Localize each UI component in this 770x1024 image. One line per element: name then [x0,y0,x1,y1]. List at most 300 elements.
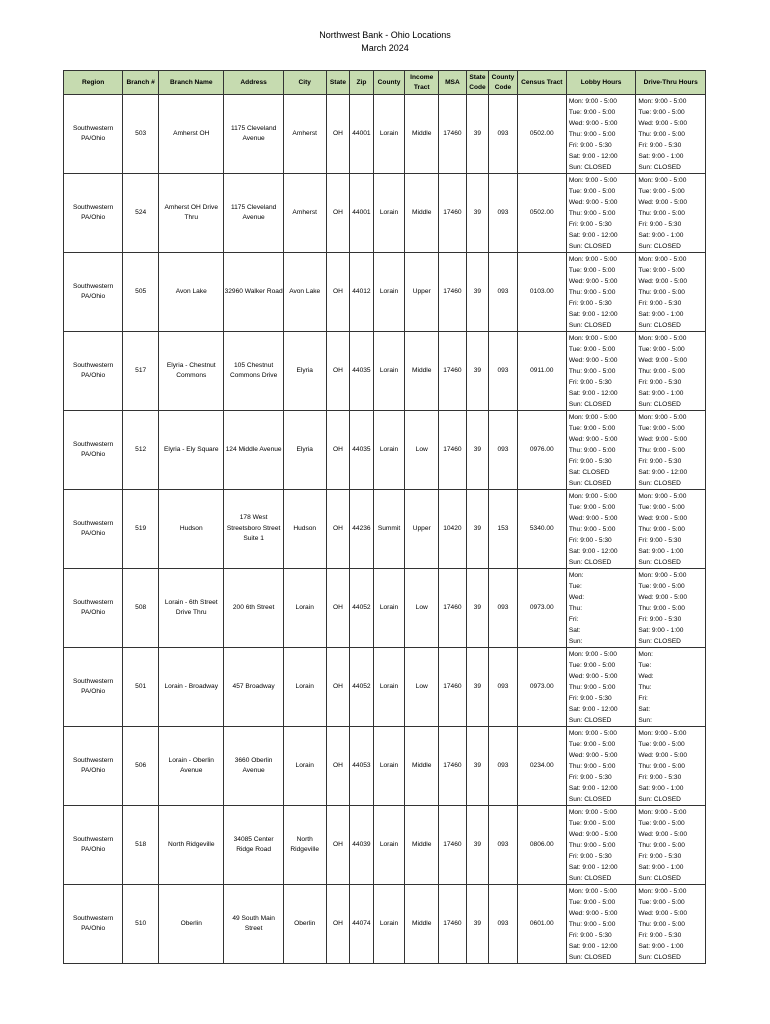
branch-number-cell: 524 [123,174,159,253]
hours-line: Thu: 9:00 - 5:00 [638,131,685,138]
state-code-cell: 39 [466,174,488,253]
lobby-hours-cell [566,332,636,411]
hours-line: Sun: CLOSED [638,322,681,329]
msa-cell: 17460 [439,95,467,174]
hours-line: Wed: 9:00 - 5:00 [638,436,687,443]
column-header: Drive-Thru Hours [636,71,706,95]
drive-thru-hours-cell [636,490,706,569]
column-header: City [283,71,326,95]
hours-line: Fri: [568,616,579,623]
hours-line: Sat: 9:00 - 12:00 [568,311,618,318]
hours-line: Sat: 9:00 - 12:00 [568,706,618,713]
city-cell: Oberlin [283,885,326,964]
branch-name-cell: Hudson [159,490,224,569]
hours-line: Sun: CLOSED [568,164,612,171]
hours-line: Sun: CLOSED [568,717,612,724]
drive-thru-hours-cell [636,727,706,806]
hours-line: Thu: [568,605,583,612]
zip-cell: 44052 [350,569,374,648]
hours-line: Sun: CLOSED [638,401,681,408]
column-header: Region [64,71,123,95]
hours-line: Fri: 9:00 - 5:30 [568,300,612,307]
msa-cell: 17460 [439,411,467,490]
table-body [64,95,706,964]
hours-line: Wed: 9:00 - 5:00 [568,752,618,759]
city-cell: Avon Lake [283,253,326,332]
state-cell: OH [326,253,350,332]
income-tract-cell: Upper [405,490,439,569]
hours-line: Sat: 9:00 - 1:00 [638,311,684,318]
hours-line: Thu: 9:00 - 5:00 [568,842,616,849]
hours-line: Sat: 9:00 - 12:00 [568,153,618,160]
hours-line: Wed: 9:00 - 5:00 [568,436,618,443]
state-code-cell: 39 [466,253,488,332]
hours-line: Mon: 9:00 - 5:00 [638,98,687,105]
income-tract-cell: Low [405,648,439,727]
hours-line: Wed: 9:00 - 5:00 [638,910,687,917]
hours-line: Sun: CLOSED [568,559,612,566]
county-code-cell: 093 [489,806,518,885]
county-code-cell: 093 [489,174,518,253]
city-cell: Lorain [283,727,326,806]
county-cell: Lorain [373,806,405,885]
hours-line: Sat: 9:00 - 1:00 [638,785,684,792]
city-cell: Elyria [283,332,326,411]
table-row [64,411,706,490]
hours-line: Sun: CLOSED [568,875,612,882]
hours-line: Tue: 9:00 - 5:00 [638,583,685,590]
hours-line: Sun: CLOSED [638,954,681,961]
hours-line: Tue: 9:00 - 5:00 [568,346,616,353]
hours-line: Mon: 9:00 - 5:00 [568,256,617,263]
hours-line: Sun: CLOSED [568,401,612,408]
hours-line: Fri: 9:00 - 5:30 [638,616,682,623]
state-cell: OH [326,806,350,885]
hours-line: Mon: 9:00 - 5:00 [568,335,617,342]
msa-cell: 17460 [439,885,467,964]
branch-name-cell: Amherst OH Drive Thru [159,174,224,253]
hours-line: Tue: [568,583,582,590]
table-row [64,174,706,253]
column-header: Income Tract [405,71,439,95]
branch-number-cell: 510 [123,885,159,964]
hours-line: Sat: 9:00 - 1:00 [638,627,684,634]
county-cell: Lorain [373,174,405,253]
income-tract-cell: Middle [405,95,439,174]
lobby-hours-cell [566,569,636,648]
hours-line: Tue: 9:00 - 5:00 [568,504,616,511]
hours-line: Thu: 9:00 - 5:00 [638,447,685,454]
hours-line: Tue: 9:00 - 5:00 [638,346,685,353]
hours-line: Tue: 9:00 - 5:00 [568,820,616,827]
branch-number-cell: 518 [123,806,159,885]
msa-cell: 17460 [439,648,467,727]
table-row [64,95,706,174]
state-code-cell: 39 [466,885,488,964]
hours-line: Tue: 9:00 - 5:00 [638,741,685,748]
hours-line: Tue: 9:00 - 5:00 [568,741,616,748]
lobby-hours-cell [566,95,636,174]
income-tract-cell: Middle [405,885,439,964]
state-code-cell: 39 [466,411,488,490]
hours-line: Sat: 9:00 - 12:00 [568,785,618,792]
state-cell: OH [326,727,350,806]
address-cell: 178 West Streetsboro Street Suite 1 [224,490,283,569]
hours-line: Sat: 9:00 - 12:00 [568,390,618,397]
state-code-cell: 39 [466,569,488,648]
zip-cell: 44236 [350,490,374,569]
state-cell: OH [326,648,350,727]
hours-line: Sat: 9:00 - 1:00 [638,864,684,871]
lobby-hours-cell [566,174,636,253]
branch-name-cell: Elyria - Ely Square [159,411,224,490]
branch-number-cell: 501 [123,648,159,727]
city-cell: North Ridgeville [283,806,326,885]
county-cell: Lorain [373,648,405,727]
hours-line: Tue: 9:00 - 5:00 [568,188,616,195]
hours-line: Fri: 9:00 - 5:30 [568,458,612,465]
income-tract-cell: Middle [405,727,439,806]
table-row [64,490,706,569]
region-cell: Southwestern PA/Ohio [64,648,123,727]
state-cell: OH [326,95,350,174]
hours-line: Mon: 9:00 - 5:00 [568,809,617,816]
income-tract-cell: Low [405,411,439,490]
income-tract-cell: Middle [405,174,439,253]
hours-line: Wed: 9:00 - 5:00 [568,515,618,522]
address-cell: 1175 Cleveland Avenue [224,174,283,253]
region-cell: Southwestern PA/Ohio [64,411,123,490]
hours-line: Thu: 9:00 - 5:00 [638,526,685,533]
branch-name-cell: Lorain - 6th Street Drive Thru [159,569,224,648]
state-cell: OH [326,411,350,490]
hours-line: Mon: 9:00 - 5:00 [638,493,687,500]
hours-line: Tue: 9:00 - 5:00 [568,899,616,906]
census-tract-cell: 0234.00 [517,727,566,806]
hours-line: Tue: 9:00 - 5:00 [638,504,685,511]
hours-line: Sun: [568,638,583,645]
hours-line: Mon: 9:00 - 5:00 [568,888,617,895]
hours-line: Fri: 9:00 - 5:30 [638,221,682,228]
hours-line: Wed: 9:00 - 5:00 [638,831,687,838]
header-row [64,71,706,95]
hours-line: Wed: 9:00 - 5:00 [568,910,618,917]
hours-line: Mon: 9:00 - 5:00 [638,256,687,263]
hours-line: Mon: 9:00 - 5:00 [638,809,687,816]
census-tract-cell: 0502.00 [517,95,566,174]
branch-name-cell: Amherst OH [159,95,224,174]
hours-line: Sun: CLOSED [638,164,681,171]
hours-line: Mon: 9:00 - 5:00 [638,888,687,895]
branch-name-cell: Lorain - Broadway [159,648,224,727]
zip-cell: 44001 [350,95,374,174]
county-cell: Lorain [373,253,405,332]
state-cell: OH [326,174,350,253]
region-cell: Southwestern PA/Ohio [64,569,123,648]
hours-line: Sun: CLOSED [568,796,612,803]
county-cell: Lorain [373,727,405,806]
hours-line: Mon: [568,572,584,579]
hours-line: Mon: 9:00 - 5:00 [568,493,617,500]
county-cell: Summit [373,490,405,569]
hours-line: Thu: 9:00 - 5:00 [568,289,616,296]
branch-name-cell: Oberlin [159,885,224,964]
lobby-hours-cell [566,411,636,490]
hours-line: Tue: 9:00 - 5:00 [568,425,616,432]
hours-line: Mon: 9:00 - 5:00 [638,414,687,421]
state-code-cell: 39 [466,490,488,569]
hours-line: Thu: 9:00 - 5:00 [568,131,616,138]
census-tract-cell: 0806.00 [517,806,566,885]
hours-line: Tue: 9:00 - 5:00 [568,267,616,274]
zip-cell: 44074 [350,885,374,964]
hours-line: Sat: 9:00 - 12:00 [568,232,618,239]
county-cell: Lorain [373,569,405,648]
state-cell: OH [326,569,350,648]
hours-line: Wed: 9:00 - 5:00 [638,594,687,601]
county-code-cell: 093 [489,727,518,806]
msa-cell: 10420 [439,490,467,569]
hours-line: Fri: 9:00 - 5:30 [638,537,682,544]
zip-cell: 44039 [350,806,374,885]
hours-line: Fri: 9:00 - 5:30 [638,142,682,149]
state-code-cell: 39 [466,806,488,885]
hours-line: Mon: 9:00 - 5:00 [638,177,687,184]
hours-line: Sat: 9:00 - 1:00 [638,390,684,397]
hours-line: Wed: 9:00 - 5:00 [638,120,687,127]
table-row [64,885,706,964]
hours-line: Mon: 9:00 - 5:00 [568,177,617,184]
state-code-cell: 39 [466,648,488,727]
address-cell: 200 6th Street [224,569,283,648]
column-header: County Code [489,71,518,95]
city-cell: Amherst [283,95,326,174]
region-cell: Southwestern PA/Ohio [64,332,123,411]
drive-thru-hours-cell [636,648,706,727]
hours-line: Wed: 9:00 - 5:00 [568,673,618,680]
branch-number-cell: 506 [123,727,159,806]
hours-line: Sat: 9:00 - 1:00 [638,548,684,555]
address-cell: 457 Broadway [224,648,283,727]
drive-thru-hours-cell [636,332,706,411]
branch-number-cell: 517 [123,332,159,411]
address-cell: 32960 Walker Road [224,253,283,332]
hours-line: Fri: 9:00 - 5:30 [568,537,612,544]
hours-line: Sun: CLOSED [638,243,681,250]
address-cell: 105 Chestnut Commons Drive [224,332,283,411]
hours-line: Mon: 9:00 - 5:00 [638,730,687,737]
table-row [64,253,706,332]
hours-line: Sun: CLOSED [638,875,681,882]
county-code-cell: 093 [489,332,518,411]
locations-table [63,70,706,964]
column-header: Census Tract [517,71,566,95]
address-cell: 34085 Center Ridge Road [224,806,283,885]
drive-thru-hours-cell [636,569,706,648]
hours-line: Thu: 9:00 - 5:00 [638,763,685,770]
hours-line: Sun: CLOSED [568,322,612,329]
hours-line: Tue: 9:00 - 5:00 [568,662,616,669]
drive-thru-hours-cell [636,253,706,332]
hours-line: Wed: 9:00 - 5:00 [568,831,618,838]
hours-line: Sun: CLOSED [638,480,681,487]
county-cell: Lorain [373,332,405,411]
region-cell: Southwestern PA/Ohio [64,885,123,964]
zip-cell: 44001 [350,174,374,253]
hours-line: Thu: 9:00 - 5:00 [638,605,685,612]
hours-line: Thu: 9:00 - 5:00 [638,289,685,296]
hours-line: Sat: [568,627,581,634]
income-tract-cell: Middle [405,332,439,411]
state-cell: OH [326,490,350,569]
hours-line: Thu: 9:00 - 5:00 [638,210,685,217]
census-tract-cell: 0601.00 [517,885,566,964]
hours-line: Wed: 9:00 - 5:00 [638,199,687,206]
branch-name-cell: Elyria - Chestnut Commons [159,332,224,411]
hours-line: Sat: 9:00 - 1:00 [638,153,684,160]
hours-line: Sat: 9:00 - 1:00 [638,232,684,239]
hours-line: Tue: 9:00 - 5:00 [638,820,685,827]
income-tract-cell: Middle [405,806,439,885]
hours-line: Sat: 9:00 - 12:00 [568,864,618,871]
hours-line: Sat: 9:00 - 1:00 [638,943,684,950]
hours-line: Fri: 9:00 - 5:30 [638,853,682,860]
hours-line: Wed: 9:00 - 5:00 [568,199,618,206]
table-row [64,648,706,727]
hours-line: Tue: 9:00 - 5:00 [568,109,616,116]
hours-line: Wed: 9:00 - 5:00 [568,120,618,127]
hours-line: Fri: 9:00 - 5:30 [568,695,612,702]
hours-line: Fri: 9:00 - 5:30 [568,774,612,781]
hours-line: Mon: 9:00 - 5:00 [568,651,617,658]
table-row [64,806,706,885]
address-cell: 49 South Main Street [224,885,283,964]
column-header: State Code [466,71,488,95]
hours-line: Mon: 9:00 - 5:00 [568,98,617,105]
hours-line: Fri: [638,695,648,702]
hours-line: Tue: 9:00 - 5:00 [638,109,685,116]
hours-line: Tue: 9:00 - 5:00 [638,425,685,432]
zip-cell: 44053 [350,727,374,806]
hours-line: Wed: 9:00 - 5:00 [568,357,618,364]
hours-line: Sat: CLOSED [568,469,610,476]
hours-line: Thu: 9:00 - 5:00 [568,368,616,375]
column-header: State [326,71,350,95]
census-tract-cell: 5340.00 [517,490,566,569]
hours-line: Thu: 9:00 - 5:00 [568,447,616,454]
branch-number-cell: 512 [123,411,159,490]
hours-line: Wed: [568,594,585,601]
hours-line: Fri: 9:00 - 5:30 [638,379,682,386]
region-cell: Southwestern PA/Ohio [64,253,123,332]
zip-cell: 44012 [350,253,374,332]
hours-line: Mon: 9:00 - 5:00 [568,730,617,737]
census-tract-cell: 0502.00 [517,174,566,253]
county-code-cell: 093 [489,885,518,964]
county-cell: Lorain [373,885,405,964]
state-code-cell: 39 [466,727,488,806]
hours-line: Thu: 9:00 - 5:00 [568,210,616,217]
county-code-cell: 093 [489,253,518,332]
hours-line: Thu: 9:00 - 5:00 [568,763,616,770]
state-cell: OH [326,885,350,964]
zip-cell: 44052 [350,648,374,727]
hours-line: Thu: 9:00 - 5:00 [568,921,616,928]
hours-line: Sun: CLOSED [638,638,681,645]
msa-cell: 17460 [439,174,467,253]
address-cell: 1175 Cleveland Avenue [224,95,283,174]
zip-cell: 44035 [350,411,374,490]
income-tract-cell: Low [405,569,439,648]
hours-line: Fri: 9:00 - 5:30 [568,932,612,939]
hours-line: Sat: 9:00 - 12:00 [568,943,618,950]
state-code-cell: 39 [466,95,488,174]
hours-line: Fri: 9:00 - 5:30 [638,932,682,939]
hours-line: Tue: [638,662,652,669]
column-header: Branch # [123,71,159,95]
hours-line: Wed: 9:00 - 5:00 [638,752,687,759]
county-code-cell: 093 [489,648,518,727]
hours-line: Tue: 9:00 - 5:00 [638,188,685,195]
hours-line: Sat: 9:00 - 12:00 [638,469,688,476]
msa-cell: 17460 [439,253,467,332]
document-title: Northwest Bank - Ohio Locations [319,30,451,40]
hours-line: Sat: [638,706,651,713]
branch-number-cell: 503 [123,95,159,174]
hours-line: Wed: 9:00 - 5:00 [568,278,618,285]
branch-name-cell: North Ridgeville [159,806,224,885]
hours-line: Wed: 9:00 - 5:00 [638,515,687,522]
hours-line: Thu: [638,684,652,691]
hours-line: Sat: 9:00 - 12:00 [568,548,618,555]
drive-thru-hours-cell [636,95,706,174]
hours-line: Tue: 9:00 - 5:00 [638,267,685,274]
city-cell: Elyria [283,411,326,490]
branch-name-cell: Avon Lake [159,253,224,332]
hours-line: Sun: CLOSED [568,954,612,961]
address-cell: 124 Middle Avenue [224,411,283,490]
branch-number-cell: 508 [123,569,159,648]
msa-cell: 17460 [439,727,467,806]
drive-thru-hours-cell [636,806,706,885]
hours-line: Sun: CLOSED [638,796,681,803]
document-date: March 2024 [361,43,409,53]
county-code-cell: 093 [489,569,518,648]
hours-line: Tue: 9:00 - 5:00 [638,899,685,906]
drive-thru-hours-cell [636,174,706,253]
lobby-hours-cell [566,806,636,885]
table-row [64,727,706,806]
hours-line: Wed: [638,673,654,680]
column-header: MSA [439,71,467,95]
hours-line: Wed: 9:00 - 5:00 [638,357,687,364]
region-cell: Southwestern PA/Ohio [64,806,123,885]
msa-cell: 17460 [439,569,467,648]
hours-line: Thu: 9:00 - 5:00 [568,526,616,533]
county-cell: Lorain [373,411,405,490]
drive-thru-hours-cell [636,885,706,964]
hours-line: Fri: 9:00 - 5:30 [568,379,612,386]
county-code-cell: 093 [489,95,518,174]
hours-line: Mon: 9:00 - 5:00 [638,335,687,342]
lobby-hours-cell [566,648,636,727]
hours-line: Sun: CLOSED [638,559,681,566]
county-code-cell: 093 [489,411,518,490]
hours-line: Thu: 9:00 - 5:00 [638,368,685,375]
column-header: County [373,71,405,95]
hours-line: Fri: 9:00 - 5:30 [638,774,682,781]
column-header: Zip [350,71,374,95]
